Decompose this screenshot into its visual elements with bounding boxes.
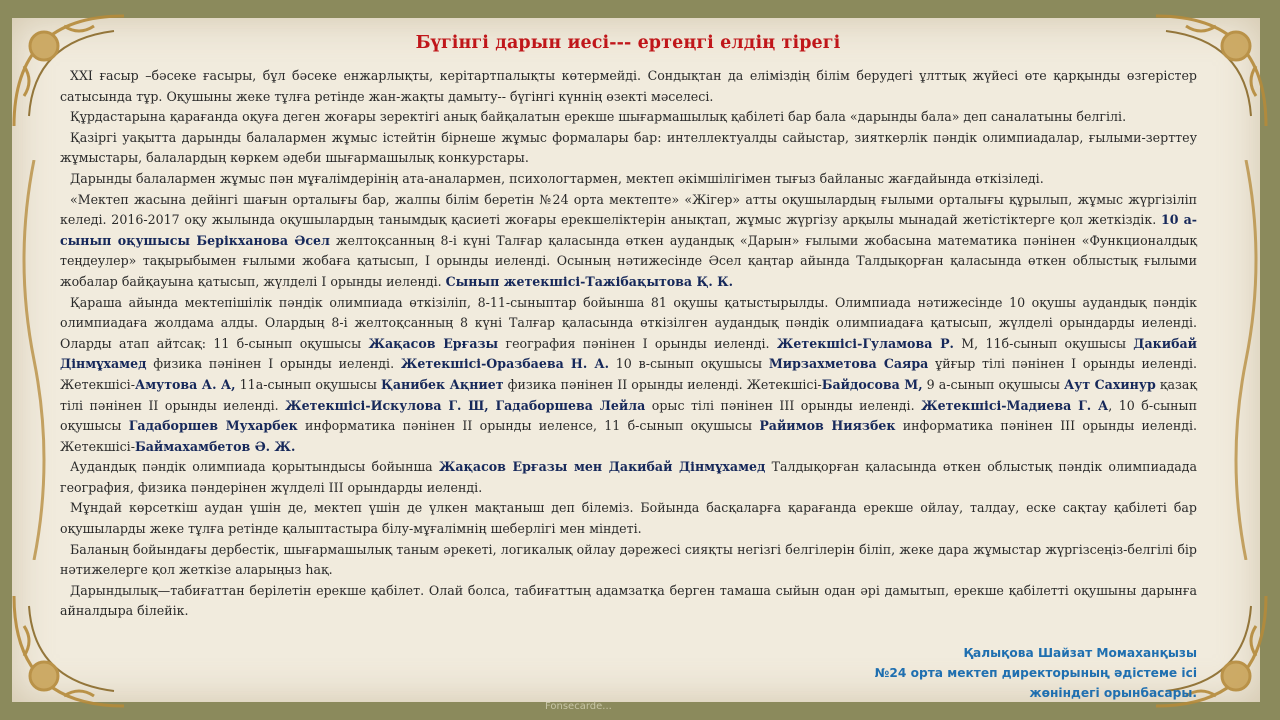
teacher-name: Жетекшісі-Мадиева Г. А	[921, 397, 1109, 413]
student-name: 10 а-сынып оқушысы Берікханова Әсел	[60, 212, 1197, 248]
text: қазақ тілі пәнінен II орынды иеленді.	[60, 376, 1198, 413]
teacher-name: Байдосова М,	[821, 376, 923, 392]
teacher-name: Жетекшісі-Оразбаева Н. А.	[400, 356, 610, 372]
teacher-name: Баймахамбетов Ә. Ж.	[134, 438, 296, 454]
student-name: Жақасов Ерғазы	[368, 335, 499, 351]
text: география пәнінен I орынды иеленді.	[498, 335, 777, 351]
teacher-name: Амутова А. А,	[134, 376, 236, 392]
text: желтоқсанның 8-і күні Талғар қаласында өткен аудандық «Дарын» ғылыми жобасына математика пәнінен «Функционалдық теңдеулер» тақырыбымен ғылыми жобаға қатысып, I орынды иеленді. Осының нәтижесінде Әсел қаңтар айында Талдықорған қаласында өткен облыстық ғылыми жобалар байқауына қатысып, жүлделі I орынды иеленді.	[60, 232, 1197, 289]
student-name: Қанибек Ақниет	[380, 376, 504, 392]
author-name: Қалықова Шайзат Момаханқызы	[963, 646, 1197, 660]
paragraph	[60, 293, 1197, 458]
paragraph	[60, 190, 1197, 293]
footer-watermark: Fonsecarde...	[545, 701, 612, 712]
text: 9 а-сынып оқушысы	[922, 376, 1065, 392]
text: ұйғыр тілі пәнінен I орынды иеленді. Жетекшісі-	[60, 356, 1197, 392]
paragraph: Құрдастарына қарағанда оқуға деген жоғары зеректігі анық байқалатын ерекше шығармашылық қабілеті бар бала «дарынды бала» деп саналатыны белгілі.	[70, 109, 1127, 125]
text: М, 11б-сынып оқушысы	[953, 335, 1134, 351]
text: физика пәнінен I орынды иеленді.	[146, 356, 401, 372]
text: Аудандық пәндік олимпиада қорытындысы бойынша	[70, 459, 439, 475]
paragraph: Баланың бойындағы дербестік, шығармашылық таным әрекеті, логикалық ойлау дәрежесі сияқты негізгі белгілерін біліп, жеке дара жұмыстар жүргізсеңіз-белгілі бір нәтижелерге қол жеткізе аларыңыз һақ.	[60, 541, 1197, 578]
text: физика пәнінен II орынды иеленді. Жетекшісі-	[503, 376, 822, 392]
paragraph	[60, 457, 1197, 498]
teacher-name: Жетекшісі-Гуламова Р.	[776, 335, 954, 351]
student-name: Жақасов Ерғазы мен Дакибай Дінмұхамед	[438, 459, 766, 475]
text: Талдықорған қаласында өткен облыстық пәндік олимпиадада география, физика пәндерінен жүлделі III орындарды иеленді.	[60, 459, 1197, 495]
student-name: Гадаборшев Мухарбек	[128, 418, 298, 434]
paragraph: XXI ғасыр –бәсеке ғасыры, бұл бәсеке енжарлықты, керітартпалықты көтермейді. Сондықтан да еліміздің білім берудегі ұлттық жүйесі өте қарқынды өзгерістер сатысында тұр. Оқушыны жеке тұлға ретінде жан-жақты дамыту-- бүгінгі күннің өзекті мәселесі.	[60, 68, 1197, 104]
border-vine-icon	[1226, 160, 1266, 560]
text: 10 в-сынып оқушысы	[609, 356, 769, 372]
teacher-name: Сынып жетекшісі-Тажібақытова Қ. К.	[445, 273, 733, 289]
paragraph: Мұндай көрсеткіш аудан үшін де, мектеп үшін де үлкен мақтаныш деп білеміз. Бойында басқаларға қарағанда ерекше ойлау, талдау, еске сақтау қабілеті бар оқушыларды жеке тұлға ретінде қалыптастыра білу-мұғалімнің шеберлігі мен міндеті.	[60, 500, 1197, 537]
student-name: Мирзахметова Саяра	[768, 356, 929, 372]
paragraph: Қазіргі уақытта дарынды балалармен жұмыс істейтін бірнеше жұмыс формалары бар: интеллектуалды сайыстар, зияткерлік пәндік олимпиадалар, ғылыми-зерттеу жұмыстары, балалардың көркем әдеби шығармашылық конкурстары.	[60, 129, 1197, 166]
text: Қараша айында мектепішілік пәндік олимпиада өткізіліп, 8-11-сыныптар бойынша 81 оқушы қатыстырылды. Олимпиада нәтижесінде 10 оқушы аудандық пәндік олимпиадаға жолдама алды. Олардың 8-і желтоқсанның 8 күні Талғар қаласында өткізілген аудандық пәндік олимпиадаға қатысып, жүлделі орындарды иеленді. Оларды атап айтсақ: 11 б-сынып оқушысы	[60, 294, 1197, 351]
student-name: Дакибай Дінмұхамед	[60, 335, 1197, 372]
border-vine-icon	[14, 160, 54, 560]
author-signature	[875, 643, 1197, 704]
student-name: Райимов Ниязбек	[759, 418, 896, 434]
author-position: №24 орта мектеп директорының әдістеме ісі	[874, 666, 1197, 681]
text: , 10 б-сынып оқушысы	[60, 397, 1197, 434]
text: «Мектеп жасына дейінгі шағын орталығы бар, жалпы білім беретін №24 орта мектепте» «Жігер» атты оқушылардың ғылыми орталығы құрылып, жұмыс жүргізіліп келеді. 2016-2017 оқу жылында оқушылардың танымдық қасиеті жоғары ерекшеліктерін анықтап, жұмыс жүргізу арқылы мынадай жетістіктерге қол жеткіздік.	[60, 191, 1197, 228]
page-title: Бүгінгі дарын иесі--- ертеңгі елдің тірегі	[415, 33, 841, 53]
text: информатика пәнінен II орынды иеленсе, 11 б-сынып оқушысы	[297, 418, 760, 434]
author-position: жөніндегі орынбасары.	[1029, 686, 1197, 701]
text: информатика пәнінен III орынды иеленді. Жетекшісі-	[60, 418, 1198, 454]
paragraph: Дарындылық—табиғаттан берілетін ерекше қабілет. Олай болса, табиғаттың адамзатқа берген тамаша сыйын одан әрі дамытып, ерекше қабілетті оқушыны дарынға айналдыра білейік.	[60, 582, 1197, 619]
article-body	[60, 66, 1197, 622]
paragraph: Дарынды балалармен жұмыс пән мұғалімдерінің ата-аналармен, психологтармен, мектеп әкімшілігімен тығыз байланыс жағдайында өткізіледі.	[70, 170, 1044, 186]
teacher-name: Жетекшісі-Искулова Г. Ш, Гадаборшева Лейла	[285, 397, 646, 413]
text: орыс тілі пәнінен III орынды иеленді.	[645, 397, 922, 413]
text: 11а-сынып оқушысы	[235, 376, 381, 392]
student-name: Аут Сахинур	[1064, 376, 1156, 392]
